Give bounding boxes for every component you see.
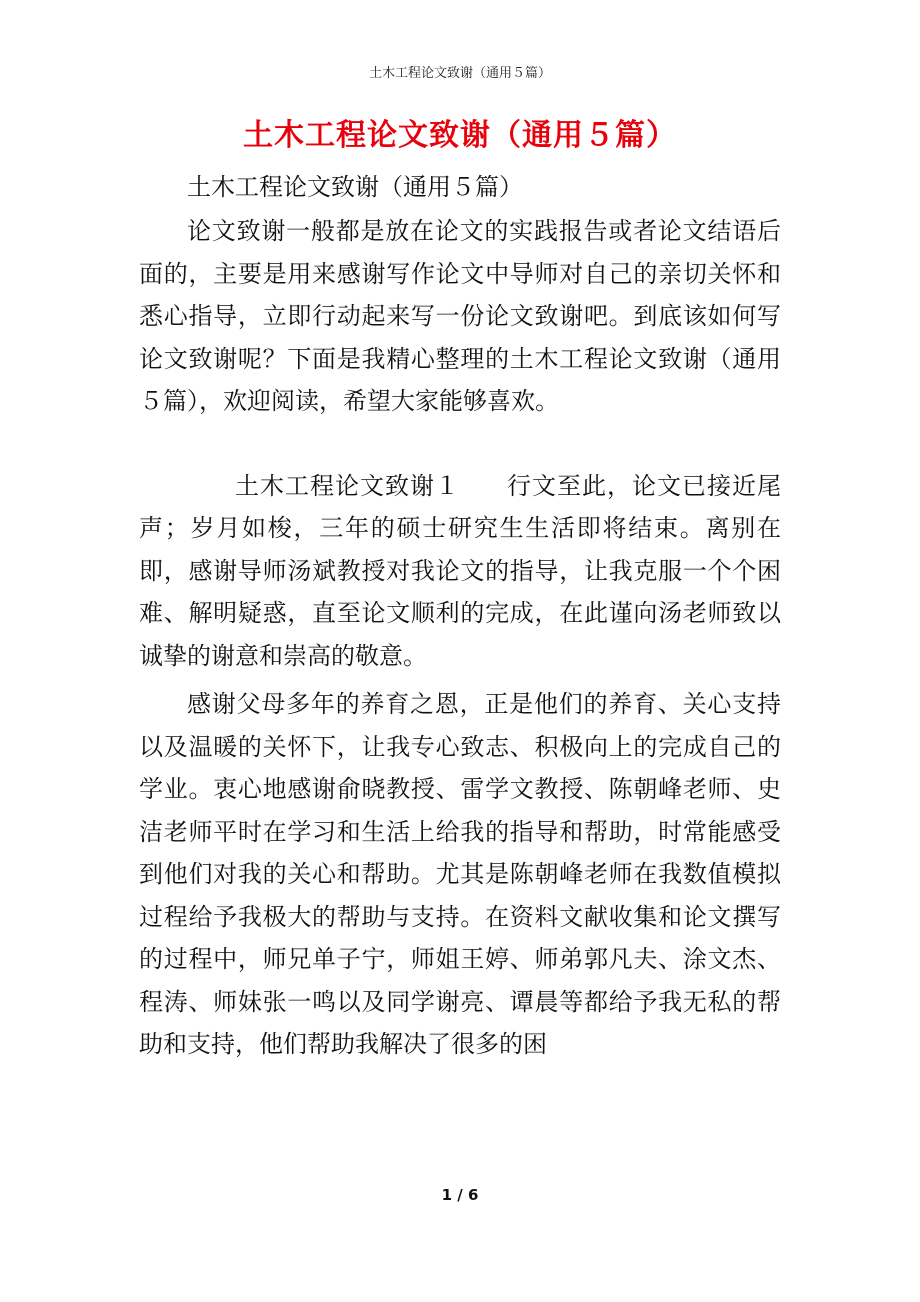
section-heading: 土木工程论文致谢１	[235, 471, 460, 500]
document-body	[139, 166, 781, 1066]
section-1-paragraph-1: 行文至此，论文已接近尾声；岁月如梭，三年的硕士研究生生活即将结束。离别在即，感谢导师汤斌教授对我论文的指导，让我克服一个个困难、解明疑惑，直至论文顺利的完成，在此谨向汤老师致以诚挚的谢意和崇高的敬意。	[139, 471, 781, 670]
document-title: 土木工程论文致谢（通用５篇）	[243, 118, 677, 153]
section-1	[139, 465, 781, 678]
section-1-paragraph-2: 感谢父母多年的养育之恩，正是他们的养育、关心支持以及温暖的关怀下，让我专心致志、积极向上的完成自己的学业。衷心地感谢俞晓教授、雷学文教授、陈朝峰老师、史洁老师平时在学习和生活上给我的指导和帮助，时常能感受到他们对我的关心和帮助。尤其是陈朝峰老师在我数值模拟过程给予我极大的帮助与支持。在资料文献收集和论文撰写的过程中，师兄单子宁，师姐王婷、师弟郭凡夫、涂文杰、程涛、师妹张一鸣以及同学谢亮、谭晨等都给予我无私的帮助和支持，他们帮助我解决了很多的困	[139, 690, 781, 1058]
paragraph-gap	[139, 423, 781, 465]
running-header: 土木工程论文致谢（通用５篇）	[368, 66, 551, 81]
document-subtitle: 土木工程论文致谢（通用５篇）	[187, 173, 523, 201]
intro-paragraph: 论文致谢一般都是放在论文的实践报告或者论文结语后面的，主要是用来感谢写作论文中导师对自己的亲切关怀和悉心指导，立即行动起来写一份论文致谢吧。到底该如何写论文致谢呢？下面是我精心整理的土木工程论文致谢（通用５篇），欢迎阅读，希望大家能够喜欢。	[139, 217, 781, 415]
page-number: 1 / 6	[441, 1186, 479, 1204]
